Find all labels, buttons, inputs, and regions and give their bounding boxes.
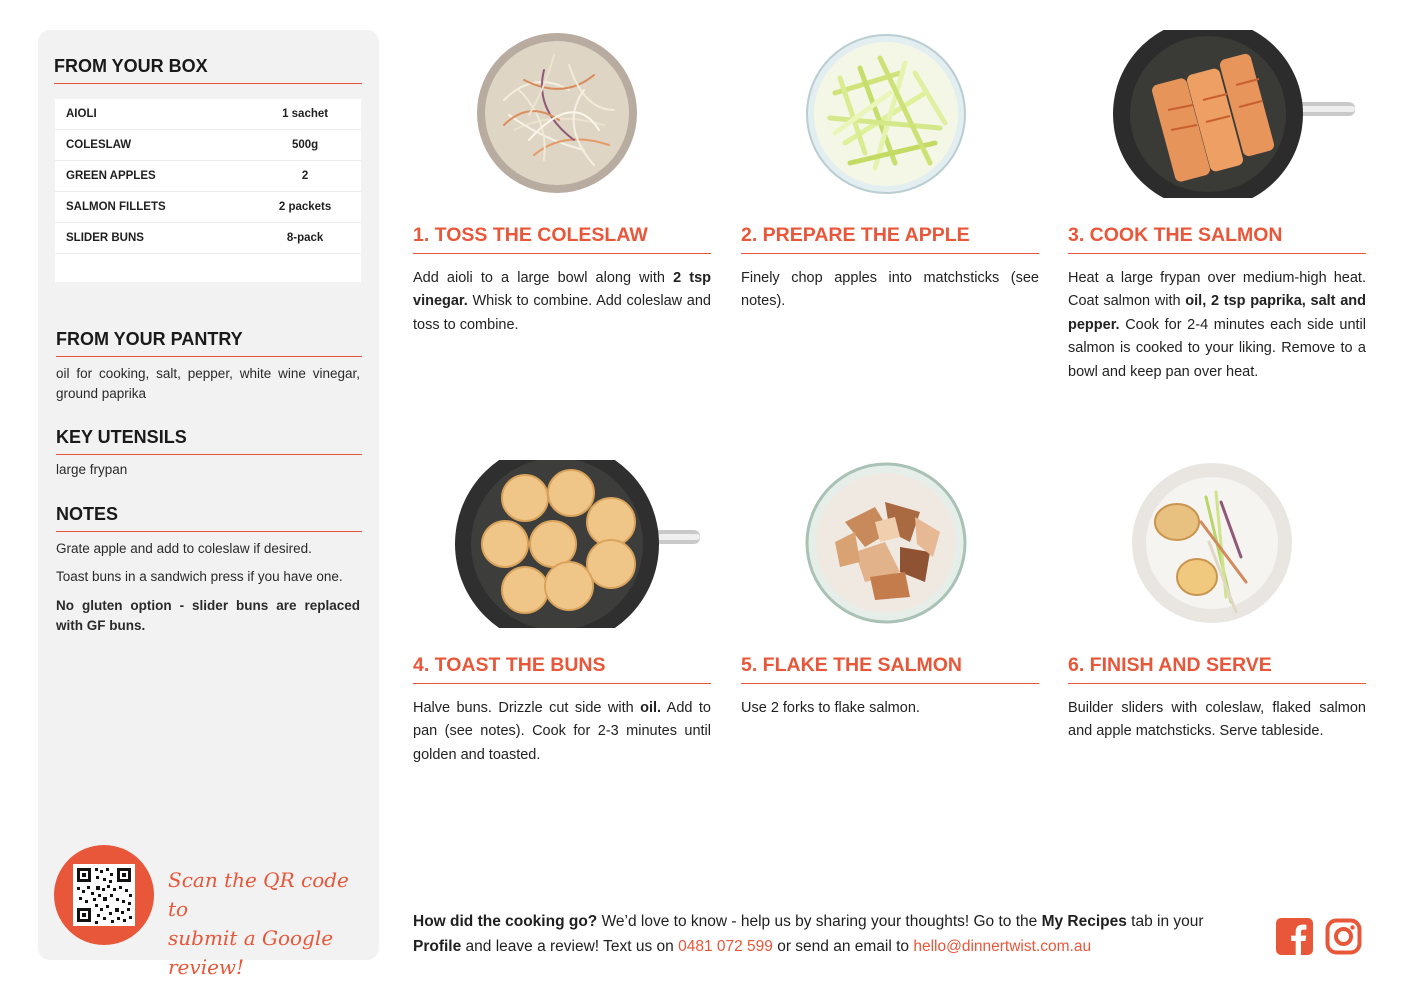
sidebar xyxy=(38,30,379,979)
step-title: 2. PREPARE THE APPLE xyxy=(741,224,1039,254)
step-text-part: Cook for 2-4 minutes each side until salmon is cooked to your liking. Remove to a bowl and keep pan over heat. xyxy=(1068,316,1366,380)
facebook-icon[interactable] xyxy=(1276,918,1313,955)
qr-caption xyxy=(168,866,368,982)
step-text xyxy=(413,267,711,337)
ingredient-name: SALMON FILLETS xyxy=(66,201,166,213)
step-text-part: Heat a large frypan over medium-high heat. Coat salmon with xyxy=(1068,270,1366,310)
footer-my-recipes: My Recipes xyxy=(1041,913,1127,930)
notes-heading: NOTES xyxy=(56,504,362,532)
step-text-part: Whisk to combine. Add coleslaw and toss to combine. xyxy=(413,293,711,333)
table-row xyxy=(55,99,361,130)
step-text xyxy=(1068,697,1366,744)
qr-caption-line: submit a Google review! xyxy=(168,926,334,979)
buns-in-pan-photo xyxy=(455,460,703,628)
note-item: Toast buns in a sandwich press if you have one. xyxy=(56,569,343,584)
note-item: Grate apple and add to coleslaw if desired. xyxy=(56,541,312,556)
step-text-bold: 2 tsp vinegar. xyxy=(413,270,711,310)
step-title: 5. FLAKE THE SALMON xyxy=(741,654,1039,684)
step-text-part: Add to pan (see notes). Cook for 2-3 minutes until golden and toasted. xyxy=(413,700,711,763)
apple-matchsticks-photo xyxy=(805,33,967,195)
step-text xyxy=(741,267,1039,314)
step-title: 1. TOSS THE COLESLAW xyxy=(413,224,711,254)
ingredient-name: SLIDER BUNS xyxy=(66,232,144,244)
coleslaw-bowl-photo xyxy=(474,30,640,196)
step-title: 4. TOAST THE BUNS xyxy=(413,654,711,684)
salmon-in-pan-photo xyxy=(1113,30,1358,198)
footer-question: How did the cooking go? xyxy=(413,913,598,930)
ingredient-qty: 1 sachet xyxy=(282,108,329,120)
qr-code-badge[interactable] xyxy=(54,845,154,945)
qr-caption-line: Scan the QR code to xyxy=(168,868,349,921)
table-row xyxy=(55,223,361,254)
footer-text: We’d love to know - help us by sharing your thoughts! Go to the xyxy=(597,913,1042,930)
step-text-part: Use 2 forks to flake salmon. xyxy=(741,700,920,716)
from-your-box-heading: FROM YOUR BOX xyxy=(54,56,362,84)
ingredient-qty: 500g xyxy=(291,139,319,151)
utensils-list: large frypan xyxy=(56,462,128,477)
email-link[interactable]: hello@dinnertwist.com.au xyxy=(913,938,1092,955)
footer-text: or send an email to xyxy=(772,938,914,955)
step-text-part: Finely chop apples into matchsticks (see notes). xyxy=(741,270,1039,310)
table-row xyxy=(55,130,361,161)
ingredient-name: AIOLI xyxy=(66,108,97,120)
step-text-bold: oil. xyxy=(640,700,662,716)
from-your-pantry-heading: FROM YOUR PANTRY xyxy=(56,329,362,357)
step-text xyxy=(741,697,1039,720)
ingredient-qty: 2 xyxy=(301,170,309,182)
note-item: No gluten option - slider buns are replaced with GF buns. xyxy=(56,598,360,633)
step-text-bold: oil, 2 tsp paprika, salt and pepper. xyxy=(1068,293,1366,333)
review-footer xyxy=(413,909,1253,959)
ingredient-qty: 8-pack xyxy=(286,232,324,244)
step-text xyxy=(1068,267,1366,384)
instagram-icon[interactable] xyxy=(1325,918,1362,955)
footer-text: and leave a review! Text us on xyxy=(461,938,679,955)
footer-profile: Profile xyxy=(413,938,462,955)
step-title: 3. COOK THE SALMON xyxy=(1068,224,1366,254)
key-utensils-heading: KEY UTENSILS xyxy=(56,427,362,455)
step-text-part: Builder sliders with coleslaw, flaked salmon and apple matchsticks. Serve tableside. xyxy=(1068,700,1366,740)
ingredient-name: GREEN APPLES xyxy=(66,170,156,182)
ingredient-qty: 2 packets xyxy=(278,201,332,213)
step-text-part: Add aioli to a large bowl along with xyxy=(413,270,674,286)
step-title: 6. FINISH AND SERVE xyxy=(1068,654,1366,684)
ingredients-table xyxy=(55,99,361,282)
table-row xyxy=(55,161,361,192)
ingredient-name: COLESLAW xyxy=(66,139,132,151)
footer-text: tab in your xyxy=(1126,913,1204,930)
step-text-part: Halve buns. Drizzle cut side with xyxy=(413,700,641,716)
finished-sliders-photo xyxy=(1131,462,1293,624)
qr-code-icon[interactable] xyxy=(73,864,135,926)
phone-link[interactable]: 0481 072 599 xyxy=(678,938,773,955)
flaked-salmon-photo xyxy=(805,462,967,624)
table-row xyxy=(55,192,361,223)
step-text xyxy=(413,697,711,767)
pantry-list: oil for cooking, salt, pepper, white wine vinegar, ground paprika xyxy=(56,366,360,401)
